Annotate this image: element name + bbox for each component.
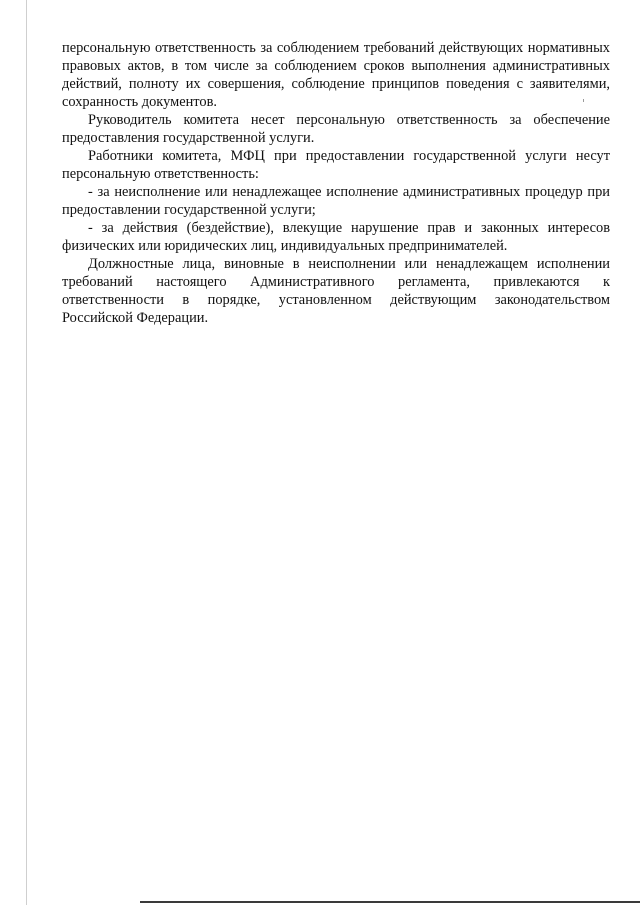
paragraph-officials-liability: Должностные лица, виновные в неисполнении или ненадлежащем исполнении требований настоящего Административного регламента, привлекаются к ответственности в порядке, установленном действующим законодательством Российской Федерации. bbox=[62, 256, 610, 326]
paragraph-employees-responsibility: Работники комитета, МФЦ при предоставлении государственной услуги несут персональную ответственность: bbox=[62, 148, 610, 182]
list-item-rights-violation: - за действия (бездействие), влекущие нарушение прав и законных интересов физических или юридических лиц, индивидуальных предпринимателей. bbox=[62, 220, 610, 254]
paragraph-committee-head-responsibility: Руководитель комитета несет персональную ответственность за обеспечение предоставления государственной услуги. bbox=[62, 112, 610, 146]
document-body bbox=[62, 39, 610, 327]
paragraph-responsibility-continuation: персональную ответственность за соблюдением требований действующих нормативных правовых актов, в том числе за соблюдением сроков выполнения административных действий, полноту их совершения, соблюдение принципов поведения с заявителями, сохранность документов. bbox=[62, 40, 610, 110]
scan-left-edge bbox=[26, 0, 27, 905]
list-item-improper-execution: - за неисполнение или ненадлежащее исполнение административных процедур при предоставлении государственной услуги; bbox=[62, 184, 610, 218]
scan-bottom-edge bbox=[140, 901, 640, 903]
